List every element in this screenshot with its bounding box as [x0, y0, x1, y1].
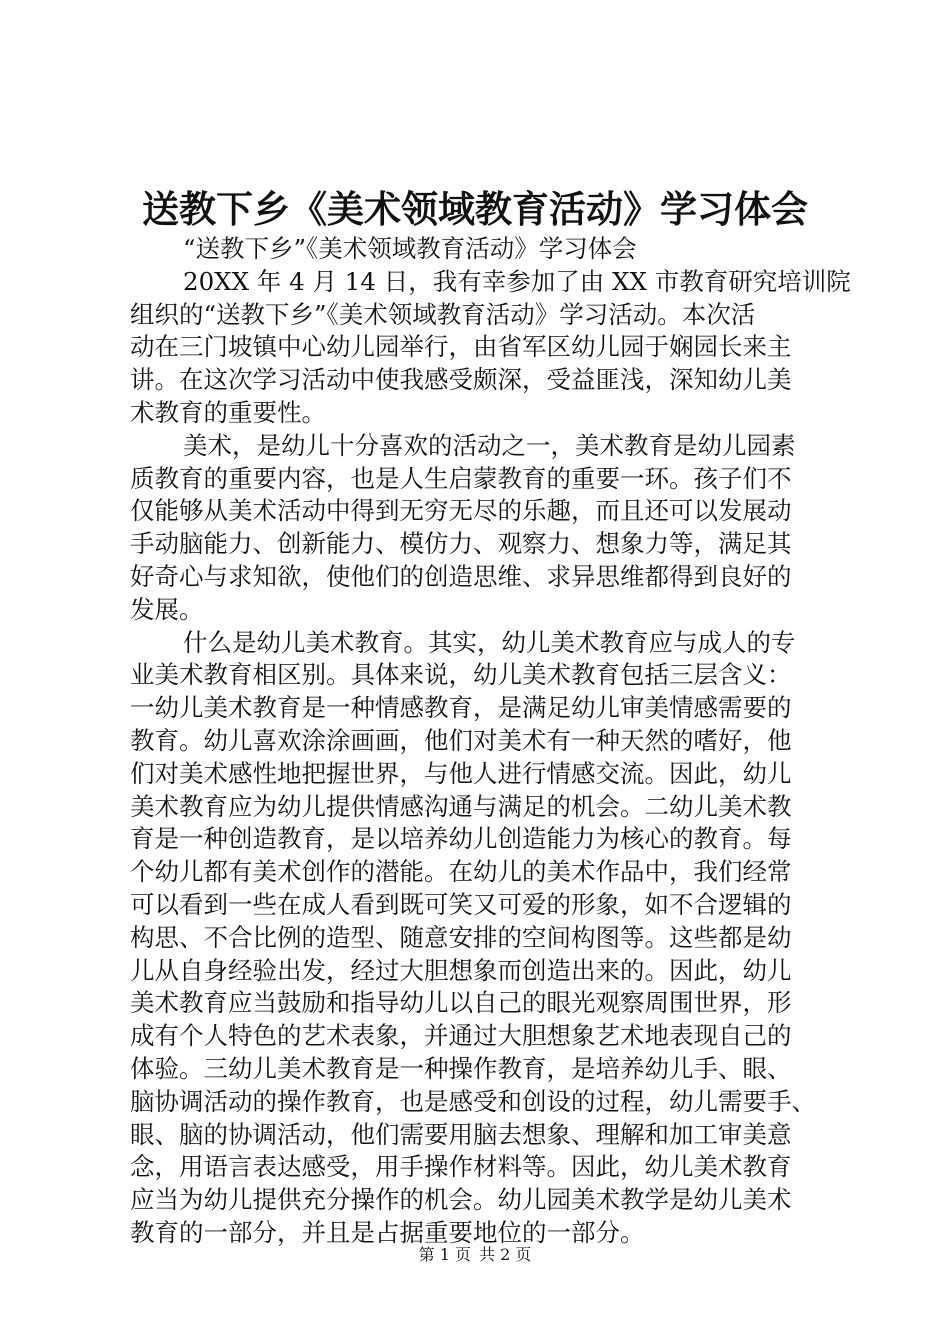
- page-number-total: 共 2 页: [479, 1245, 532, 1264]
- document-body: [130, 233, 851, 1250]
- paragraph-line: 应当为幼儿提供充分操作的机会。幼儿园美术教学是幼儿美术: [130, 1185, 792, 1215]
- paragraph-line: 个幼儿都有美术创作的潜能。在幼儿的美术作品中，我们经常: [130, 857, 792, 887]
- paragraph-line: 20XX 年 4 月 14 日，我有幸参加了由 XX 市教育研究培训院: [183, 266, 851, 296]
- paragraph-line: 什么是幼儿美术教育。其实，幼儿美术教育应与成人的专: [183, 627, 796, 657]
- paragraph-line: 一幼儿美术教育是一种情感教育，是满足幼儿审美情感需要的: [130, 693, 792, 723]
- paragraph-line: 质教育的重要内容，也是人生启蒙教育的重要一环。孩子们不: [130, 463, 792, 493]
- paragraph-line: 育是一种创造教育，是以培养幼儿创造能力为核心的教育。每: [130, 824, 792, 854]
- paragraph-line: 们对美术感性地把握世界，与他人进行情感交流。因此，幼儿: [130, 758, 792, 788]
- paragraph-line: 教育。幼儿喜欢涂涂画画，他们对美术有一种天然的嗜好，他: [130, 725, 792, 755]
- paragraph-line: 美术，是幼儿十分喜欢的活动之一，美术教育是幼儿园素: [183, 430, 796, 460]
- paragraph-line: 美术教育应当鼓励和指导幼儿以自己的眼光观察周围世界，形: [130, 988, 792, 1018]
- paragraph-line: 业美术教育相区别。具体来说，幼儿美术教育包括三层含义：: [130, 660, 792, 690]
- paragraph-line: 好奇心与求知欲，使他们的创造思维、求异思维都得到良好的: [130, 561, 792, 591]
- paragraph-line: 构思、不合比例的造型、随意安排的空间构图等。这些都是幼: [130, 922, 792, 952]
- paragraph-line: 动在三门坡镇中心幼儿园举行，由省军区幼儿园于娴园长来主: [130, 332, 792, 362]
- paragraph-line: 发展。: [130, 594, 204, 624]
- paragraph-line: 眼、脑的协调活动，他们需要用脑去想象、理解和加工审美意: [130, 1119, 792, 1149]
- paragraph-line: 成有个人特色的艺术表象，并通过大胆想象艺术地表现自己的: [130, 1021, 792, 1051]
- paragraph-line: 体验。三幼儿美术教育是一种操作教育，是培养幼儿手、眼、: [130, 1053, 792, 1083]
- paragraph-line: 念，用语言表达感受，用手操作材料等。因此，幼儿美术教育: [130, 1152, 792, 1182]
- paragraph-line: 术教育的重要性。: [130, 397, 326, 427]
- paragraph-line: 手动脑能力、创新能力、模仿力、观察力、想象力等，满足其: [130, 529, 792, 559]
- paragraph-line: 美术教育应为幼儿提供情感沟通与满足的机会。二幼儿美术教: [130, 791, 792, 821]
- document-title: 送教下乡《美术领域教育活动》学习体会: [142, 187, 808, 231]
- subtitle-line: “送教下乡”《美术领域教育活动》学习体会: [183, 234, 637, 263]
- page-footer: [0, 1243, 950, 1267]
- paragraph-line: 教育的一部分，并且是占据重要地位的一部分。: [130, 1217, 645, 1247]
- paragraph-line: 儿从自身经验出发，经过大胆想象而创造出来的。因此，幼儿: [130, 955, 792, 985]
- page-number-current: 第 1 页: [418, 1245, 471, 1264]
- paragraph-line: 可以看到一些在成人看到既可笑又可爱的形象，如不合逻辑的: [130, 889, 792, 919]
- paragraph-line: 讲。在这次学习活动中使我感受颇深，受益匪浅，深知幼儿美: [130, 365, 792, 395]
- paragraph-line: 脑协调活动的操作教育，也是感受和创设的过程，幼儿需要手、: [130, 1086, 816, 1116]
- paragraph-line: 仅能够从美术活动中得到无穷无尽的乐趣，而且还可以发展动: [130, 496, 792, 526]
- paragraph-line: 组织的“送教下乡”《美术领域教育活动》学习活动。本次活: [130, 299, 756, 329]
